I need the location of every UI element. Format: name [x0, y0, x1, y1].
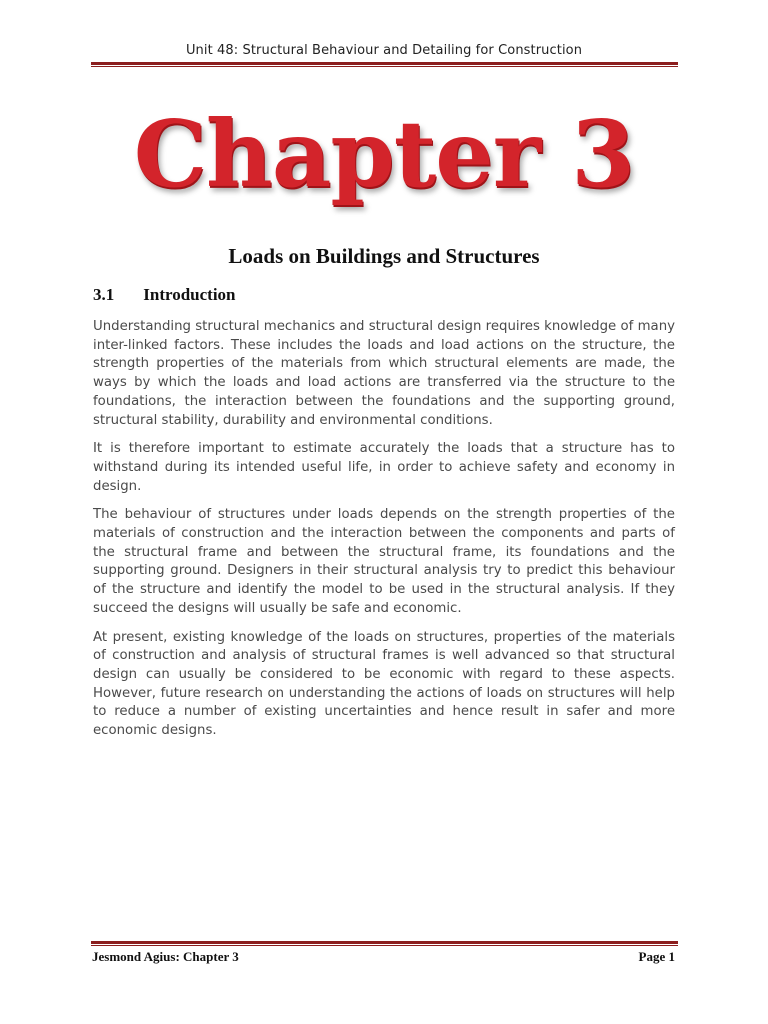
footer-author: Jesmond Agius: Chapter 3: [92, 949, 239, 964]
footer-rule-thin: [91, 945, 678, 946]
paragraph-3: The behaviour of structures under loads depends on the strength properties of the materials of construction and the interaction between the components and parts of the structural frame and between the structural frame, its foundations and the supporting ground. Designers in their structural analysis try to predict this behaviour of the structure and identify the model to be used in the structural analysis. If they succeed the designs will usually be safe and economic.: [93, 507, 675, 616]
footer-rule: [91, 941, 678, 944]
section-title: Introduction: [143, 285, 236, 304]
chapter-title: Chapter 3: [133, 100, 635, 208]
section-number: 3.1: [93, 285, 115, 304]
header-rule-thin: [91, 66, 678, 67]
header-rule: [91, 62, 678, 65]
paragraph-1: Understanding structural mechanics and structural design requires knowledge of many inter-linked factors. These includes the loads and load actions on the structure, the strength properties of the materials from which structural elements are made, the ways by which the loads and load actions are transferred via the structure to the foundations, the interaction between the foundations and the supporting ground, structural stability, durability and environmental conditions.: [93, 319, 675, 428]
paragraph-2: It is therefore important to estimate accurately the loads that a structure has to withstand during its intended useful life, in order to achieve safety and economy in design.: [93, 441, 675, 494]
body-text: [93, 318, 675, 751]
section-heading: [93, 285, 236, 305]
paragraph-4: At present, existing knowledge of the loads on structures, properties of the materials of construction and analysis of structural frames is well advanced so that structural design can usually be considered to be economic with regard to these aspects. However, future research on understanding the actions of loads on structures will help to reduce a number of existing uncertainties and hence result in safer and more economic designs.: [93, 629, 675, 739]
running-header: Unit 48: Structural Behaviour and Detailing for Construction: [185, 43, 583, 58]
footer-page-number: Page 1: [638, 949, 675, 964]
chapter-subtitle: Loads on Buildings and Structures: [228, 244, 540, 268]
